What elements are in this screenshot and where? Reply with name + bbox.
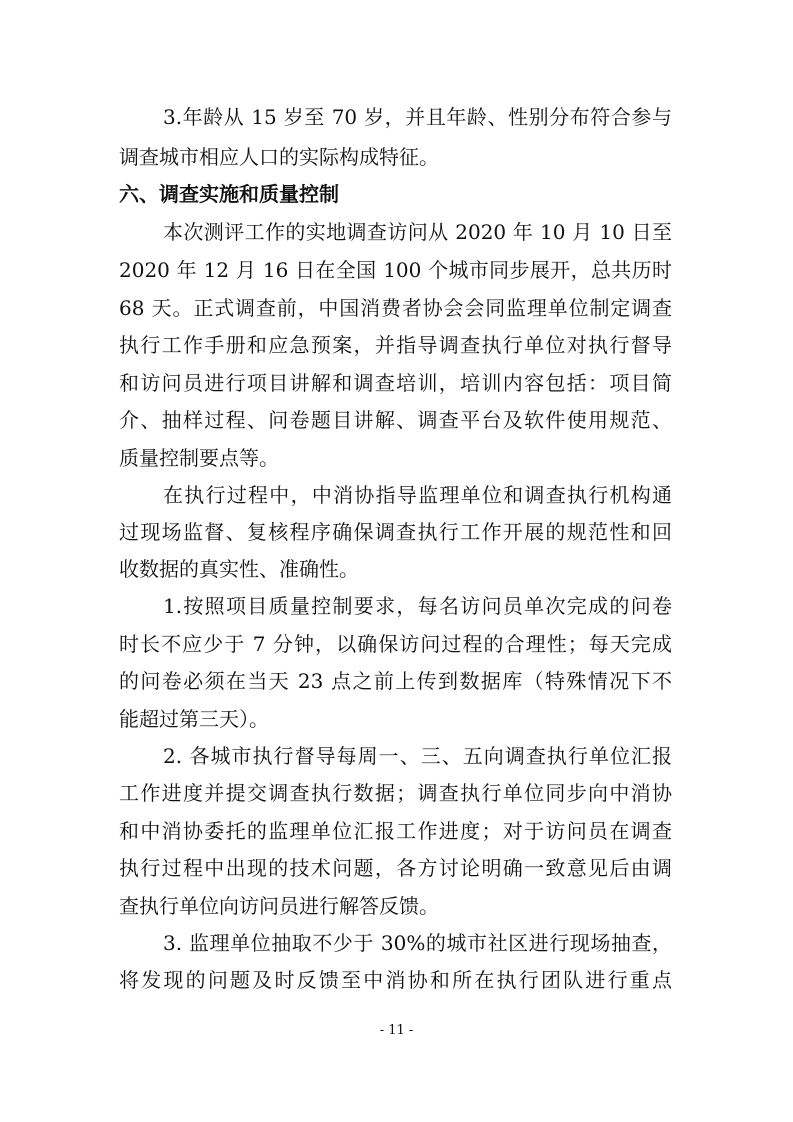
- text-line: 时长不应少于 7 分钟，以确保访问过程的合理性；每天完成: [119, 632, 672, 656]
- text-line: 3.年龄从 15 岁至 70 岁，并且年龄、性别分布符合参与: [163, 105, 672, 129]
- text-line: 查执行单位向访问员进行解答反馈。: [119, 894, 439, 918]
- text-line: 的问卷必须在当天 23 点之前上传到数据库（特殊情况下不: [119, 669, 672, 693]
- text-line: 2020 年 12 月 16 日在全国 100 个城市同步展开，总共历时: [119, 258, 672, 282]
- text-line: 介、抽样过程、问卷题目讲解、调查平台及软件使用规范、: [119, 408, 672, 432]
- text-line: 质量控制要点等。: [119, 446, 279, 470]
- text-line: 能超过第三天）。: [119, 707, 269, 731]
- text-line: 和访问员进行项目讲解和调查培训，培训内容包括：项目简: [119, 371, 672, 395]
- section-heading: 六、调查实施和质量控制: [119, 182, 339, 206]
- text-line: 收数据的真实性、准确性。: [119, 557, 359, 581]
- text-line: 工作进度并提交调查执行数据；调查执行单位同步向中消协: [119, 781, 672, 805]
- text-line: 过现场监督、复核程序确保调查执行工作开展的规范性和回: [119, 520, 672, 544]
- text-line: 3. 监理单位抽取不少于 30%的城市社区进行现场抽查，: [163, 931, 672, 955]
- text-line: 执行过程中出现的技术问题，各方讨论明确一致意见后由调: [119, 856, 672, 880]
- text-line: 在执行过程中，中消协指导监理单位和调查执行机构通: [163, 483, 672, 507]
- text-line: 调查城市相应人口的实际构成特征。: [119, 145, 439, 169]
- text-line: 本次测评工作的实地调查访问从 2020 年 10 月 10 日至: [163, 220, 672, 244]
- text-line: 和中消协委托的监理单位汇报工作进度；对于访问员在调查: [119, 819, 672, 843]
- text-line: 1.按照项目质量控制要求，每名访问员单次完成的问卷: [163, 594, 672, 618]
- text-line: 2. 各城市执行督导每周一、三、五向调查执行单位汇报: [163, 744, 672, 768]
- page-number: - 11 -: [379, 1023, 414, 1038]
- text-line: 将发现的问题及时反馈至中消协和所在执行团队进行重点: [119, 968, 672, 992]
- text-line: 执行工作手册和应急预案，并指导调查执行单位对执行督导: [119, 333, 672, 357]
- text-line: 68 天。正式调查前，中国消费者协会会同监理单位制定调查: [119, 296, 672, 320]
